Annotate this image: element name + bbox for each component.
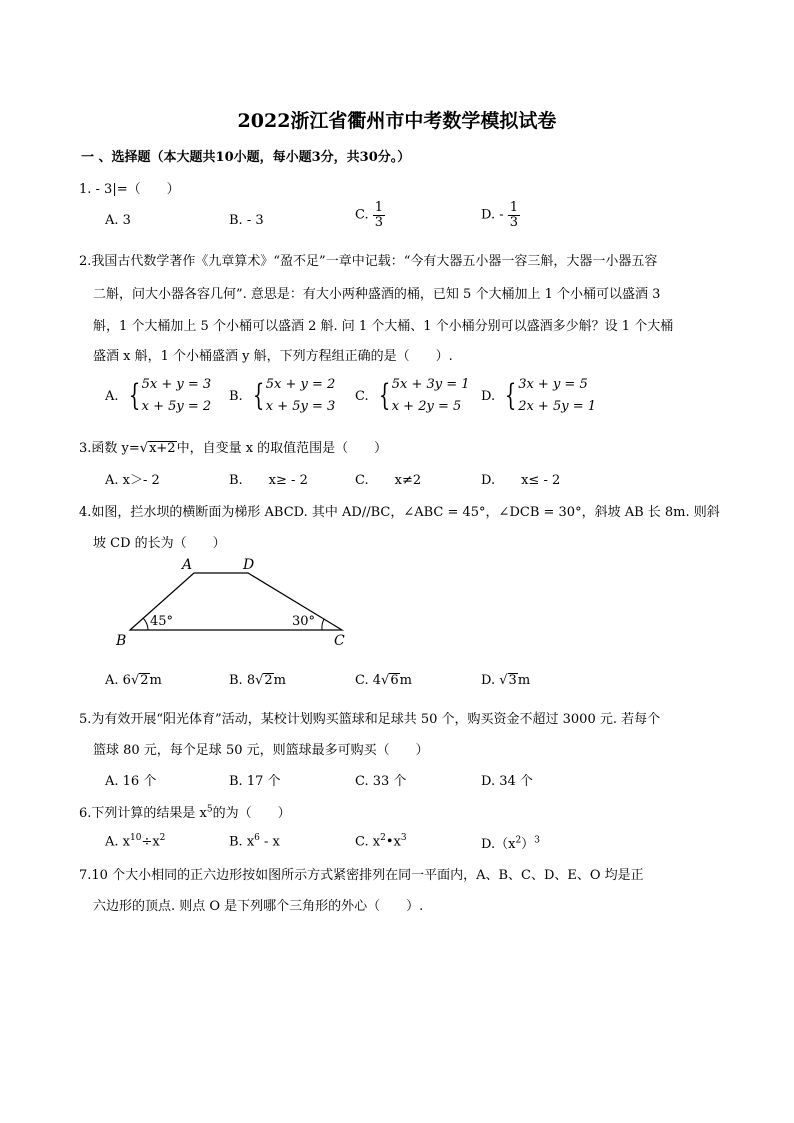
brace-icon: { (378, 378, 390, 413)
numerator: 1 (509, 200, 519, 215)
brace-icon: { (128, 378, 140, 413)
trapezoid-figure (110, 555, 360, 650)
q6-stem (79, 802, 291, 821)
q4-option-a: A. 6√2m (105, 673, 162, 688)
q1-option-d-label: D. - (481, 207, 508, 223)
q1-option-d-fraction (508, 201, 520, 229)
q3-option-b: B. x≥ - 2 (229, 473, 308, 488)
unit: m (517, 673, 531, 688)
q2-line-4: 盛酒 x 斛，1 个小桶盛酒 y 斛，下列方程组正确的是（ ）. (93, 349, 453, 364)
radicand: 6 (390, 673, 399, 688)
q1-option-a: A. 3 (105, 213, 131, 228)
section-heading: 一 、选择题（本大题共10小题，每小题3分，共30分。） (81, 150, 411, 165)
equation-1: 5x + y = 2 (265, 377, 336, 392)
q3-stem-suffix: 中，自变量 x 的取值范围是（ ） (176, 441, 388, 456)
denominator: 3 (374, 214, 384, 230)
q3-option-c: C. x≠2 (355, 473, 422, 488)
exponent: 3 (400, 833, 407, 843)
q3-stem-prefix: 3.函数 y= (79, 441, 140, 456)
unit: m (149, 673, 162, 688)
equation-1: 3x + y = 5 (518, 377, 588, 392)
option-prefix: B. 8 (229, 673, 256, 688)
angle-b-label: 45° (150, 614, 174, 629)
q5-line-1: 5.为有效开展“阳光体育”活动，某校计划购买篮球和足球共 50 个，购买资金不超过 3000 元. 若每个 (79, 712, 661, 727)
q6-option-c (355, 833, 407, 849)
page-title: 2022浙江省衢州市中考数学模拟试卷 (237, 110, 557, 132)
vertex-a-label: A (182, 557, 193, 573)
q1-option-c-fraction (373, 201, 385, 229)
equation-1: 5x + y = 3 (141, 377, 212, 392)
unit: m (273, 673, 286, 688)
option-prefix: C. 4 (355, 673, 382, 688)
q1-option-d (481, 201, 520, 229)
q5-line-2: 篮球 80 元，每个足球 50 元，则篮球最多可购买（ ） (93, 743, 429, 758)
equation-2: x + 2y = 5 (391, 399, 462, 414)
operator: - x (259, 834, 280, 850)
brace-icon: { (252, 378, 264, 413)
stem-prefix: 6.下列计算的结果是 x (79, 806, 207, 821)
q1-option-b: B. - 3 (229, 213, 264, 228)
q4-option-b: B. 8√2m (229, 673, 286, 688)
vertex-d-label: D (243, 557, 255, 573)
option-prefix: C. x (355, 834, 381, 850)
q2-line-1: 2.我国古代数学著作《九章算术》“盈不足”一章中记载：“今有大器五小器一容三斛，大器一小器五容 (79, 254, 658, 269)
option-label: A. (105, 388, 119, 404)
angle-c-label: 30° (292, 614, 316, 629)
q4-line-2: 坡 CD 的长为（ ） (93, 536, 226, 551)
q1-option-c (355, 201, 385, 229)
option-label: B. (229, 388, 243, 404)
stem-suffix: 的为（ ） (212, 806, 291, 821)
radicand: 2 (140, 673, 149, 688)
q6-option-b (229, 833, 280, 849)
q3-radicand: x+2 (149, 441, 176, 456)
vertex-b-label: B (116, 633, 127, 649)
exponent: 5 (206, 804, 213, 815)
q2-option-d (481, 374, 596, 418)
q1-stem: 1. - 3|=（ ） (79, 182, 180, 197)
denominator: 3 (509, 214, 519, 230)
equation-1: 5x + 3y = 1 (391, 377, 470, 392)
vertex-c-label: C (334, 633, 345, 649)
option-prefix: D.（x (481, 837, 516, 852)
q2-option-b (229, 374, 335, 418)
q3-stem: 3.函数 y=√x+2中，自变量 x 的取值范围是（ ） (79, 441, 388, 456)
brace-icon: { (504, 378, 517, 413)
equation-2: x + 5y = 2 (141, 399, 212, 414)
q5-option-c: C. 33 个 (355, 774, 407, 789)
q6-option-d (481, 833, 540, 852)
q4-line-1: 4.如图，拦水坝的横断面为梯形 ABCD. 其中 AD//BC，∠ABC = 45°，∠DCB = 30°，斜坡 AB 长 8m. 则斜 (79, 505, 720, 520)
exponent: 2 (159, 833, 166, 843)
unit: m (399, 673, 412, 688)
q2-option-c (355, 374, 470, 418)
q4-option-d: D. √3m (481, 673, 531, 688)
option-label: C. (355, 388, 369, 404)
equation-2: x + 5y = 3 (265, 399, 336, 414)
exponent: 3 (534, 835, 540, 846)
q5-option-b: B. 17 个 (229, 774, 281, 789)
angle-b-arc (143, 618, 148, 630)
operator: ） (521, 837, 535, 852)
exponent: 10 (129, 833, 142, 843)
numerator: 1 (374, 200, 384, 215)
q3-option-a: A. x＞- 2 (105, 473, 160, 488)
operator: •x (385, 834, 401, 850)
equation-2: 2x + 5y = 1 (518, 399, 596, 414)
q7-line-1: 7.10 个大小相同的正六边形按如图所示方式紧密排列在同一平面内，A、B、C、D、E、O 均是正 (79, 868, 644, 883)
q1-option-c-label: C. (355, 207, 373, 223)
q6-option-a (105, 833, 165, 849)
option-prefix: B. x (229, 834, 255, 850)
option-label: D. (481, 388, 496, 404)
radicand: 3 (508, 673, 517, 688)
q5-option-d: D. 34 个 (481, 774, 533, 789)
angle-c-arc (322, 619, 324, 630)
exponent: 2 (380, 833, 386, 843)
exponent: 6 (254, 833, 260, 843)
q2-line-2: 二斛，问大小器各容几何”. 意思是：有大小两种盛酒的桶，已知 5 个大桶加上 1 个小桶可以盛酒 3 (93, 287, 661, 302)
q2-line-3: 斛，1 个大桶加上 5 个小桶可以盛酒 2 斛. 问 1 个大桶、1 个小桶分别可以盛酒多少斛？设 1 个大桶 (93, 319, 674, 334)
option-prefix: A. 6 (105, 673, 131, 688)
q2-option-a (105, 374, 211, 418)
option-prefix: A. x (105, 834, 130, 850)
q4-option-c: C. 4√6m (355, 673, 412, 688)
operator: ÷x (141, 834, 160, 850)
radicand: 2 (264, 673, 273, 688)
q5-option-a: A. 16 个 (105, 774, 157, 789)
option-prefix: D. (481, 673, 500, 688)
exponent: 2 (515, 835, 522, 846)
q3-option-d: D. x≤ - 2 (481, 473, 561, 488)
q7-line-2: 六边形的顶点. 则点 O 是下列哪个三角形的外心（ ）. (93, 899, 424, 914)
